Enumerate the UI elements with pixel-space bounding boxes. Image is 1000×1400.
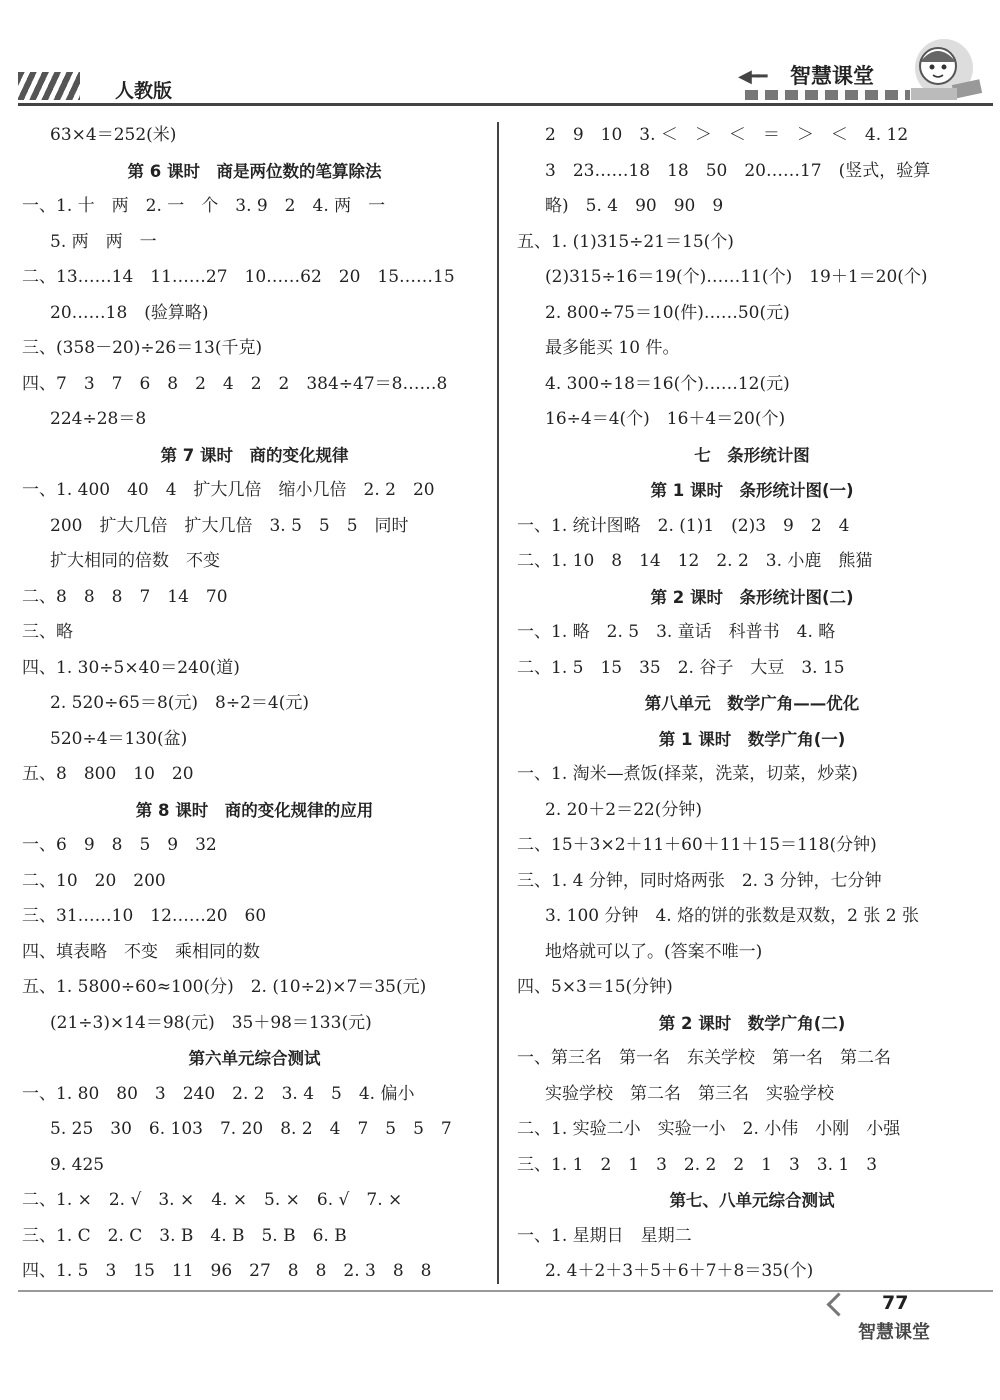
edition-label: 人教版 xyxy=(115,80,173,102)
answer-line: 2 9 10 3. ＜ ＞ ＜ ＝ ＞ ＜ 4. 12 xyxy=(545,125,909,145)
section-heading: 七 条形统计图 xyxy=(694,445,810,465)
section-heading: 第 2 课时 数学广角(二) xyxy=(658,1013,846,1033)
answer-line: 三、31……10 12……20 60 xyxy=(22,906,267,926)
answer-line: 四、5×3＝15(分钟) xyxy=(517,977,673,997)
answer-line: 三、1. C 2. C 3. B 4. B 5. B 6. B xyxy=(22,1225,347,1246)
answer-column-right xyxy=(517,118,987,1290)
answer-line: 最多能买 10 件。 xyxy=(545,338,680,358)
column-divider xyxy=(497,122,499,1284)
answer-line: 三、1. 4 分钟，同时烙两张 2. 3 分钟，七分钟 xyxy=(517,870,882,891)
answer-line: 二、15＋3×2＋11＋60＋11＋15＝118(分钟) xyxy=(517,835,877,855)
answer-line: 20……18 (验算略) xyxy=(50,302,209,323)
footer-rule xyxy=(18,1290,993,1292)
answer-line: 9. 425 xyxy=(50,1154,105,1175)
section-heading: 第六单元综合测试 xyxy=(188,1049,321,1068)
answer-column-left xyxy=(22,118,487,1290)
answer-line: 三、略 xyxy=(22,622,73,642)
answer-line: (21÷3)×14＝98(元) 35＋98＝133(元) xyxy=(50,1012,372,1033)
page-number: 77 xyxy=(882,1292,909,1314)
answer-line: 一、第三名 第一名 东关学校 第一名 第二名 xyxy=(517,1048,891,1068)
answer-line: 二、10 20 200 xyxy=(22,870,166,891)
answer-line: 一、1. 十 两 2. 一 个 3. 9 2 4. 两 一 xyxy=(22,196,386,216)
answer-line: 四、1. 5 3 15 11 96 27 8 8 2. 3 8 8 xyxy=(22,1261,432,1281)
answer-line: 略) 5. 4 90 90 9 xyxy=(545,196,724,216)
answer-line: 三、1. 1 2 1 3 2. 2 2 1 3 3. 1 3 xyxy=(517,1154,878,1175)
answer-line: 地烙就可以了。(答案不唯一) xyxy=(545,941,763,962)
answer-line: 2. 800÷75＝10(件)……50(元) xyxy=(545,302,790,323)
arrow-left-icon xyxy=(826,1292,850,1316)
arrow-icon: ◀━━ xyxy=(738,66,765,87)
answer-line: 一、1. 略 2. 5 3. 童话 科普书 4. 略 xyxy=(517,622,836,642)
answer-line: 一、1. 星期日 星期二 xyxy=(517,1225,692,1246)
answer-line: 二、1. × 2. √ 3. × 4. × 5. × 6. √ 7. × xyxy=(22,1190,403,1210)
answer-line: 五、1. 5800÷60≈100(分) 2. (10÷2)×7＝35(元) xyxy=(22,977,427,997)
answer-line: 3 23……18 18 50 20……17 (竖式，验算 xyxy=(545,160,931,181)
answer-line: 一、1. 淘米—煮饭(择菜，洗菜，切菜，炒菜) xyxy=(517,764,858,784)
section-heading: 第 7 课时 商的变化规律 xyxy=(160,445,349,465)
answer-line: 二、8 8 8 7 14 70 xyxy=(22,586,228,607)
mascot-icon xyxy=(905,38,983,104)
answer-line: 5. 25 30 6. 103 7. 20 8. 2 4 7 5 5 7 xyxy=(50,1119,452,1139)
brand-title: 智慧课堂 xyxy=(790,64,874,88)
answer-line: 实验学校 第二名 第三名 实验学校 xyxy=(545,1083,834,1104)
page-header xyxy=(0,0,1000,110)
answer-line: 一、1. 统计图略 2. (1)1 (2)3 9 2 4 xyxy=(517,515,850,536)
answer-line: 63×4＝252(米) xyxy=(50,125,177,145)
answer-line: 三、(358－20)÷26＝13(千克) xyxy=(22,338,263,358)
answer-line: 2. 20＋2＝22(分钟) xyxy=(545,799,702,820)
answer-line: 二、1. 10 8 14 12 2. 2 3. 小鹿 熊猫 xyxy=(517,551,873,571)
answer-line: 五、8 800 10 20 xyxy=(22,764,194,784)
answer-line: 扩大相同的倍数 不变 xyxy=(50,551,220,571)
answer-line: 一、1. 80 80 3 240 2. 2 3. 4 5 4. 偏小 xyxy=(22,1083,415,1104)
answer-line: 4. 300÷18＝16(个)……12(元) xyxy=(545,373,790,394)
answer-line: 2. 520÷65＝8(元) 8÷2＝4(元) xyxy=(50,693,309,713)
answer-line: 3. 100 分钟 4. 烙的饼的张数是双数，2 张 2 张 xyxy=(545,906,919,926)
answer-line: 四、7 3 7 6 8 2 4 2 2 384÷47＝8……8 xyxy=(22,373,448,394)
answer-line: 四、填表略 不变 乘相同的数 xyxy=(22,941,260,962)
answer-line: 一、6 9 8 5 9 32 xyxy=(22,835,217,855)
answer-line: 224÷28＝8 xyxy=(50,409,147,429)
answer-line: 二、1. 实验二小 实验一小 2. 小伟 小刚 小强 xyxy=(517,1119,901,1139)
section-heading: 第七、八单元综合测试 xyxy=(669,1191,835,1210)
section-heading: 第 2 课时 条形统计图(二) xyxy=(650,587,854,607)
answer-line: 四、1. 30÷5×40＝240(道) xyxy=(22,657,240,678)
answer-line: 2. 4＋2＋3＋5＋6＋7＋8＝35(个) xyxy=(545,1261,814,1281)
section-heading: 第 1 课时 条形统计图(一) xyxy=(650,481,854,500)
section-heading: 第 6 课时 商是两位数的笔算除法 xyxy=(127,161,382,181)
answer-line: (2)315÷16＝19(个)……11(个) 19＋1＝20(个) xyxy=(545,267,928,287)
section-heading: 第 8 课时 商的变化规律的应用 xyxy=(135,800,374,820)
answer-line: 16÷4＝4(个) 16＋4＝20(个) xyxy=(545,409,786,429)
answer-line: 520÷4＝130(盆) xyxy=(50,728,188,749)
answer-line: 5. 两 两 一 xyxy=(50,231,157,252)
section-heading: 第 1 课时 数学广角(一) xyxy=(658,729,846,749)
footer-brand: 智慧课堂 xyxy=(858,1322,930,1343)
stripe-decoration xyxy=(18,72,80,100)
answer-line: 200 扩大几倍 扩大几倍 3. 5 5 5 同时 xyxy=(50,515,409,536)
answer-line: 一、1. 400 40 4 扩大几倍 缩小几倍 2. 2 20 xyxy=(22,480,435,500)
answer-line: 二、1. 5 15 35 2. 谷子 大豆 3. 15 xyxy=(517,657,845,678)
header-rule xyxy=(18,103,993,106)
section-heading: 第八单元 数学广角——优化 xyxy=(644,694,860,713)
answer-line: 二、13……14 11……27 10……62 20 15……15 xyxy=(22,267,455,287)
dash-decoration xyxy=(745,90,910,100)
answer-line: 五、1. (1)315÷21＝15(个) xyxy=(517,231,734,252)
